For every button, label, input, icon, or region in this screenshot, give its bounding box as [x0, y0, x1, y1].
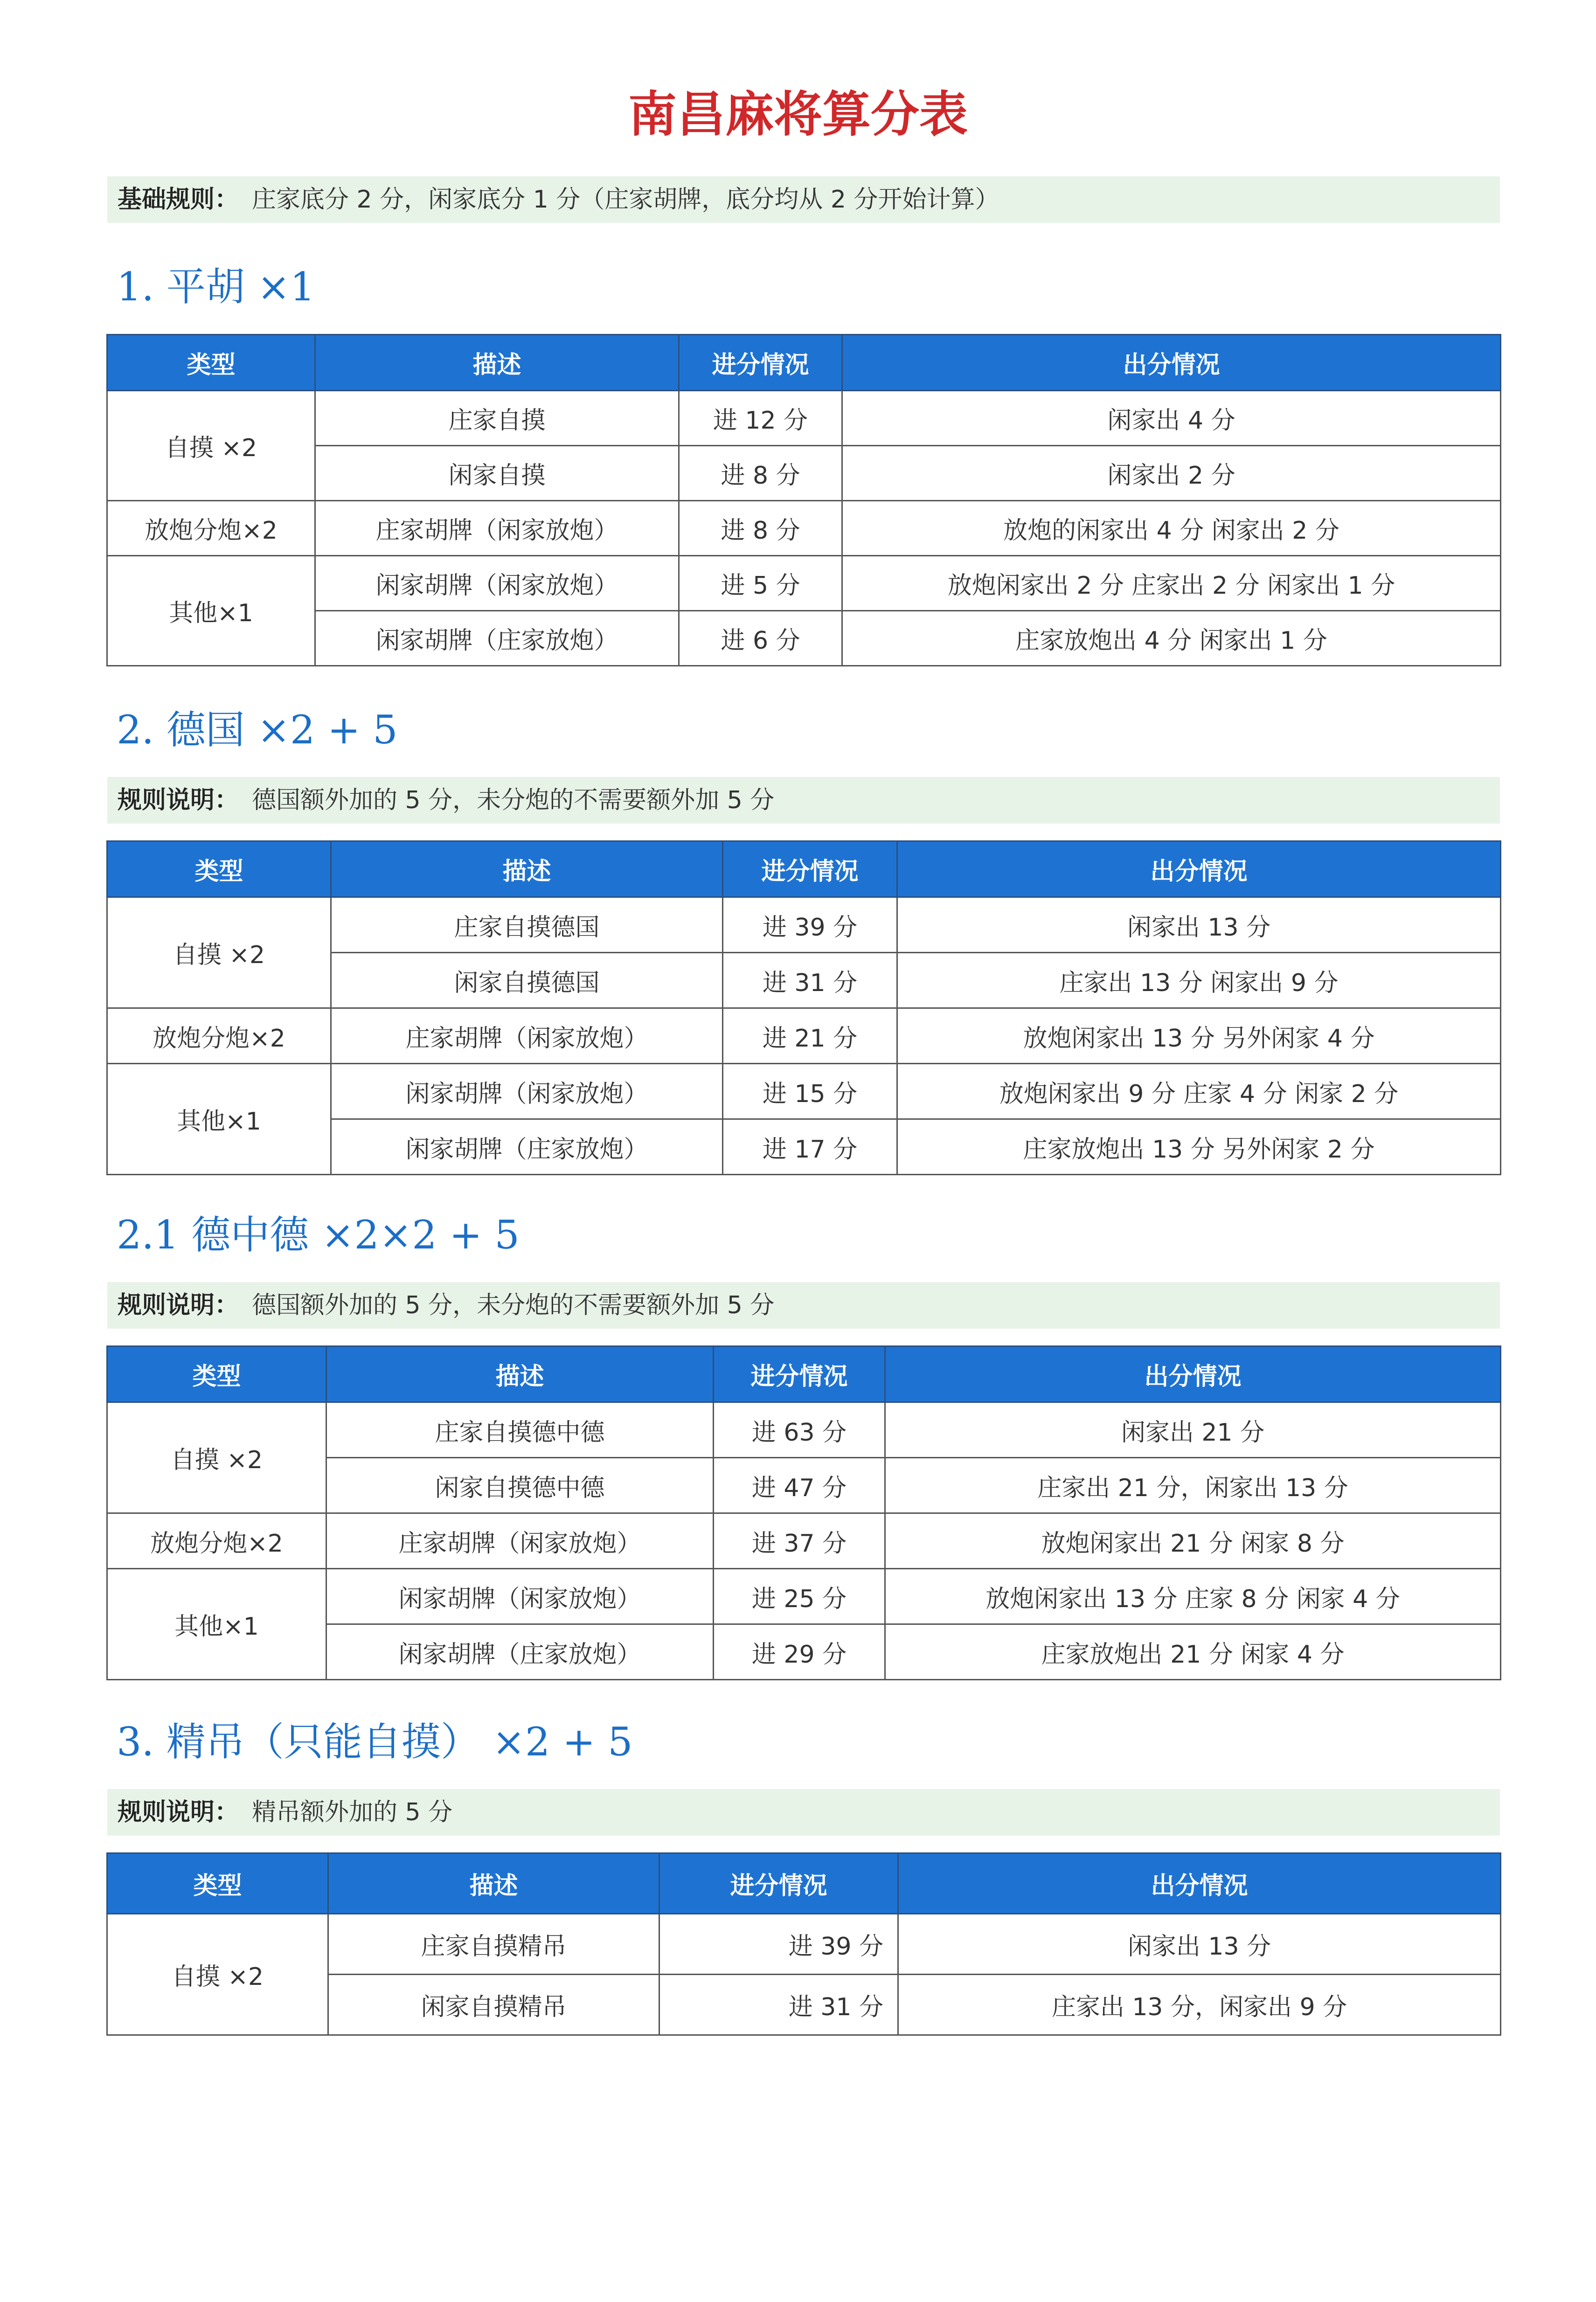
rule-text: 德国额外加的 5 分，未分炮的不需要额外加 5 分 — [252, 786, 775, 814]
in-cell: 进 8 分 — [679, 446, 842, 501]
out-cell: 庄家放炮出 4 分 闲家出 1 分 — [842, 611, 1501, 666]
table-row — [107, 1402, 1501, 1458]
table-header-row — [107, 1853, 1501, 1914]
in-cell: 进 39 分 — [659, 1914, 898, 1975]
desc-cell: 庄家胡牌（闲家放炮） — [315, 501, 679, 556]
col-header-out: 出分情况 — [898, 1853, 1501, 1914]
rule-text: 德国额外加的 5 分，未分炮的不需要额外加 5 分 — [252, 1291, 775, 1319]
out-cell: 闲家出 13 分 — [897, 897, 1501, 953]
out-cell: 放炮闲家出 13 分 庄家 8 分 闲家 4 分 — [885, 1569, 1501, 1624]
col-header-in: 进分情况 — [659, 1853, 898, 1914]
section-3-rule-note — [107, 1789, 1500, 1836]
table-row — [107, 501, 1501, 556]
out-cell: 庄家放炮出 13 分 另外闲家 2 分 — [897, 1119, 1501, 1175]
out-cell: 放炮闲家出 21 分 闲家 8 分 — [885, 1513, 1501, 1569]
out-cell: 放炮的闲家出 4 分 闲家出 2 分 — [842, 501, 1501, 556]
in-cell: 进 63 分 — [714, 1402, 885, 1458]
desc-cell: 庄家自摸精吊 — [328, 1914, 659, 1975]
desc-cell: 闲家胡牌（庄家放炮） — [326, 1624, 714, 1680]
type-cell: 自摸 ×2 — [107, 1402, 326, 1513]
out-cell: 庄家出 21 分，闲家出 13 分 — [885, 1458, 1501, 1513]
desc-cell: 庄家胡牌（闲家放炮） — [331, 1008, 723, 1064]
out-cell: 闲家出 4 分 — [842, 391, 1501, 446]
type-cell: 自摸 ×2 — [107, 391, 315, 501]
type-cell: 放炮分炮×2 — [107, 1008, 331, 1064]
desc-cell: 闲家胡牌（闲家放炮） — [315, 556, 679, 611]
type-cell: 其他×1 — [107, 556, 315, 666]
table-header-row — [107, 335, 1501, 391]
desc-cell: 庄家自摸德国 — [331, 897, 723, 953]
section-3-heading: 3. 精吊（只能自摸） ×2 + 5 — [117, 1719, 633, 1765]
desc-cell: 闲家自摸精吊 — [328, 1975, 659, 2035]
table-row — [107, 1513, 1501, 1569]
desc-cell: 庄家自摸 — [315, 391, 679, 446]
table-row — [107, 611, 1501, 666]
in-cell: 进 12 分 — [679, 391, 842, 446]
col-header-type: 类型 — [107, 335, 315, 391]
in-cell: 进 6 分 — [679, 611, 842, 666]
table-header-row — [107, 841, 1501, 897]
table-header-row — [107, 1346, 1501, 1402]
col-header-out: 出分情况 — [885, 1346, 1501, 1402]
table-row — [107, 897, 1501, 953]
basic-rule-note — [107, 176, 1500, 223]
rule-label: 规则说明： — [118, 786, 239, 814]
page-title: 南昌麻将算分表 — [628, 85, 968, 143]
table-jingdiao — [106, 1852, 1501, 2036]
in-cell: 进 5 分 — [679, 556, 842, 611]
col-header-in: 进分情况 — [679, 335, 842, 391]
col-header-desc: 描述 — [331, 841, 723, 897]
table-row — [107, 391, 1501, 446]
out-cell: 庄家放炮出 21 分 闲家 4 分 — [885, 1624, 1501, 1680]
in-cell: 进 31 分 — [723, 953, 897, 1008]
table-deguo — [106, 840, 1501, 1175]
type-cell: 自摸 ×2 — [107, 897, 331, 1008]
out-cell: 庄家出 13 分 闲家出 9 分 — [897, 953, 1501, 1008]
col-header-out: 出分情况 — [897, 841, 1501, 897]
table-row — [107, 1008, 1501, 1064]
in-cell: 进 37 分 — [714, 1513, 885, 1569]
in-cell: 进 47 分 — [714, 1458, 885, 1513]
desc-cell: 闲家胡牌（闲家放炮） — [331, 1064, 723, 1119]
desc-cell: 闲家胡牌（庄家放炮） — [331, 1119, 723, 1175]
type-cell: 其他×1 — [107, 1569, 326, 1680]
in-cell: 进 17 分 — [723, 1119, 897, 1175]
in-cell: 进 39 分 — [723, 897, 897, 953]
col-header-type: 类型 — [107, 1346, 326, 1402]
section-2-rule-note — [107, 777, 1500, 824]
type-cell: 放炮分炮×2 — [107, 501, 315, 556]
desc-cell: 闲家胡牌（庄家放炮） — [315, 611, 679, 666]
table-row — [107, 556, 1501, 611]
desc-cell: 闲家自摸德国 — [331, 953, 723, 1008]
section-2-1-rule-note — [107, 1282, 1500, 1329]
in-cell: 进 29 分 — [714, 1624, 885, 1680]
in-cell: 进 21 分 — [723, 1008, 897, 1064]
table-pinghu — [106, 334, 1501, 666]
out-cell: 放炮闲家出 9 分 庄家 4 分 闲家 2 分 — [897, 1064, 1501, 1119]
in-cell: 进 31 分 — [659, 1975, 898, 2035]
table-row — [107, 446, 1501, 501]
desc-cell: 庄家胡牌（闲家放炮） — [326, 1513, 714, 1569]
out-cell: 放炮闲家出 2 分 庄家出 2 分 闲家出 1 分 — [842, 556, 1501, 611]
basic-rule-label: 基础规则： — [118, 186, 239, 214]
col-header-out: 出分情况 — [842, 335, 1501, 391]
in-cell: 进 8 分 — [679, 501, 842, 556]
out-cell: 庄家出 13 分，闲家出 9 分 — [898, 1975, 1501, 2035]
out-cell: 闲家出 21 分 — [885, 1402, 1501, 1458]
out-cell: 闲家出 13 分 — [898, 1914, 1501, 1975]
section-2-heading: 2. 德国 ×2 + 5 — [117, 707, 398, 753]
desc-cell: 闲家胡牌（闲家放炮） — [326, 1569, 714, 1624]
in-cell: 进 15 分 — [723, 1064, 897, 1119]
rule-text: 精吊额外加的 5 分 — [252, 1798, 453, 1826]
type-cell: 其他×1 — [107, 1064, 331, 1175]
col-header-in: 进分情况 — [723, 841, 897, 897]
desc-cell: 闲家自摸 — [315, 446, 679, 501]
table-row — [107, 1569, 1501, 1624]
table-dezhongde — [106, 1345, 1501, 1680]
section-1-heading: 1. 平胡 ×1 — [117, 264, 315, 310]
table-row — [107, 1064, 1501, 1119]
desc-cell: 庄家自摸德中德 — [326, 1402, 714, 1458]
col-header-desc: 描述 — [315, 335, 679, 391]
rule-label: 规则说明： — [118, 1798, 239, 1826]
col-header-desc: 描述 — [328, 1853, 659, 1914]
desc-cell: 闲家自摸德中德 — [326, 1458, 714, 1513]
col-header-desc: 描述 — [326, 1346, 714, 1402]
rule-label: 规则说明： — [118, 1291, 239, 1319]
table-row — [107, 1914, 1501, 1975]
col-header-in: 进分情况 — [714, 1346, 885, 1402]
out-cell: 放炮闲家出 13 分 另外闲家 4 分 — [897, 1008, 1501, 1064]
type-cell: 放炮分炮×2 — [107, 1513, 326, 1569]
col-header-type: 类型 — [107, 1853, 328, 1914]
section-2-1-heading: 2.1 德中德 ×2×2 + 5 — [117, 1212, 520, 1258]
type-cell: 自摸 ×2 — [107, 1914, 328, 2035]
basic-rule-text: 庄家底分 2 分，闲家底分 1 分（庄家胡牌，底分均从 2 分开始计算） — [252, 186, 999, 214]
col-header-type: 类型 — [107, 841, 331, 897]
in-cell: 进 25 分 — [714, 1569, 885, 1624]
out-cell: 闲家出 2 分 — [842, 446, 1501, 501]
